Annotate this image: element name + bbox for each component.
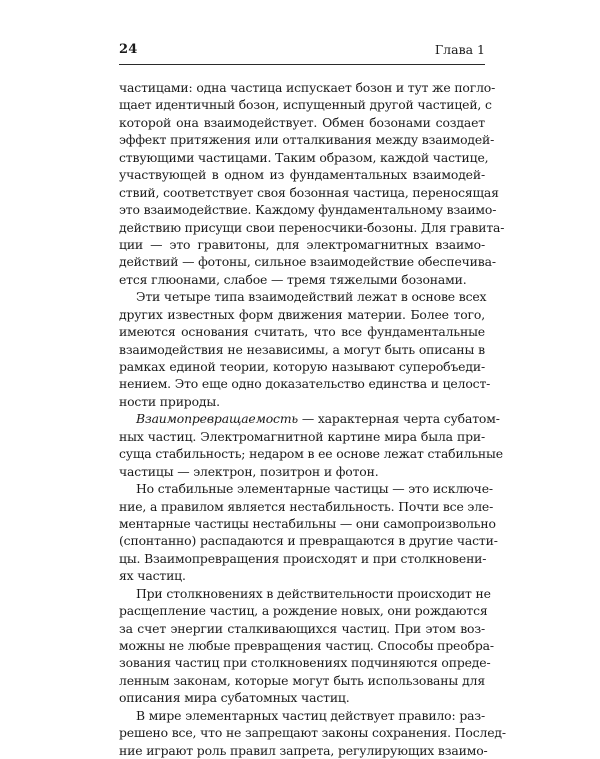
page-number: 24 bbox=[119, 42, 138, 57]
text-line: взаимодействия не независимы, а могут быть описаны в bbox=[119, 341, 485, 357]
text-line: ленным законам, которые могут быть использованы для bbox=[119, 672, 485, 688]
paragraph bbox=[119, 79, 505, 288]
text-line: ние играют роль правил запрета, регулирующих взаимо- bbox=[119, 742, 488, 758]
text-line: можны не любые превращения частиц. Способы преобра- bbox=[119, 638, 494, 653]
text-line: цы. Взаимопревращения происходят и при столкновени- bbox=[119, 550, 487, 566]
header-rule bbox=[119, 64, 485, 65]
paragraph bbox=[119, 585, 494, 707]
text-line: частицы — электрон, позитрон и фотон. bbox=[119, 463, 379, 479]
text-line: При столкновениях в действительности происходит не bbox=[136, 585, 491, 601]
text-line: ции — это гравитоны, для электромагнитных взаимо- bbox=[119, 236, 485, 252]
running-header bbox=[119, 42, 485, 62]
paragraph bbox=[119, 410, 503, 480]
paragraph bbox=[119, 707, 506, 759]
text-line: Эти четыре типа взаимодействий лежат в основе всех bbox=[136, 289, 487, 305]
body-text bbox=[119, 79, 506, 759]
text-line: зования частиц при столкновениях подчиняются опреде- bbox=[119, 655, 491, 671]
text-line: участвующей в одном из фундаментальных взаимодей- bbox=[119, 167, 485, 183]
text-line: Но стабильные элементарные частицы — это исключе- bbox=[136, 481, 493, 497]
text-line: действию присущи свои переносчики-бозоны. Для гравита- bbox=[119, 219, 505, 235]
text-line: эффект притяжения или отталкивания между взаимодей- bbox=[119, 132, 495, 148]
text-line: щает идентичный бозон, испущенный другой частицей, с bbox=[119, 97, 492, 113]
paragraph bbox=[119, 288, 491, 410]
text-line: ние, а правилом является нестабильность. Почти все эле- bbox=[119, 498, 494, 514]
text-fragment: — характерная черта субатом- bbox=[298, 411, 500, 427]
text-line: ях частиц. bbox=[119, 568, 186, 584]
text-line: ствий, соответствует своя бозонная частица, переносящая bbox=[119, 184, 499, 200]
text-line: В мире элементарных частиц действует правило: раз- bbox=[136, 707, 485, 723]
text-line: частицами: одна частица испускает бозон и тут же погло- bbox=[119, 80, 496, 95]
text-line: суща стабильность; недаром в ее основе лежат стабильные bbox=[119, 446, 503, 462]
text-line bbox=[119, 410, 500, 427]
text-line: рамках единой теории, которую называют суперобъеди- bbox=[119, 359, 485, 374]
text-line: ментарные частицы нестабильны — они самопроизвольно bbox=[119, 515, 496, 531]
chapter-title: Глава 1 bbox=[434, 42, 485, 57]
text-line: за счет энергии сталкивающихся частиц. При этом воз- bbox=[119, 620, 485, 636]
text-line: ствующими частицами. Таким образом, каждой частице, bbox=[119, 149, 489, 165]
emphasized-term: Взаимопревращаемость bbox=[136, 411, 299, 427]
text-line: ется глюонами, слабое — тремя тяжелыми бозонами. bbox=[119, 271, 467, 287]
text-line: других известных форм движения материи. Более того, bbox=[119, 306, 485, 322]
text-line: действий — фотоны, сильное взаимодействие обеспечива- bbox=[119, 254, 496, 270]
text-line: которой она взаимодействует. Обмен бозонами создает bbox=[119, 114, 485, 130]
paragraph bbox=[119, 480, 498, 585]
text-line: это взаимодействие. Каждому фундаментальному взаимо- bbox=[119, 202, 497, 218]
text-line: расщепление частиц, а рождение новых, они рождаются bbox=[119, 603, 488, 619]
text-line: описания мира субатомных частиц. bbox=[119, 690, 350, 706]
text-line: (спонтанно) распадаются и превращаются в другие части- bbox=[119, 533, 498, 549]
text-line: решено все, что не запрещают законы сохранения. Послед- bbox=[119, 725, 506, 741]
text-line: имеются основания считать, что все фундаментальные bbox=[119, 324, 485, 340]
text-line: ных частиц. Электромагнитной картине мира была при- bbox=[119, 428, 485, 444]
text-line: ности природы. bbox=[119, 393, 220, 409]
text-line: нением. Это еще одно доказательство единства и целост- bbox=[119, 376, 491, 392]
